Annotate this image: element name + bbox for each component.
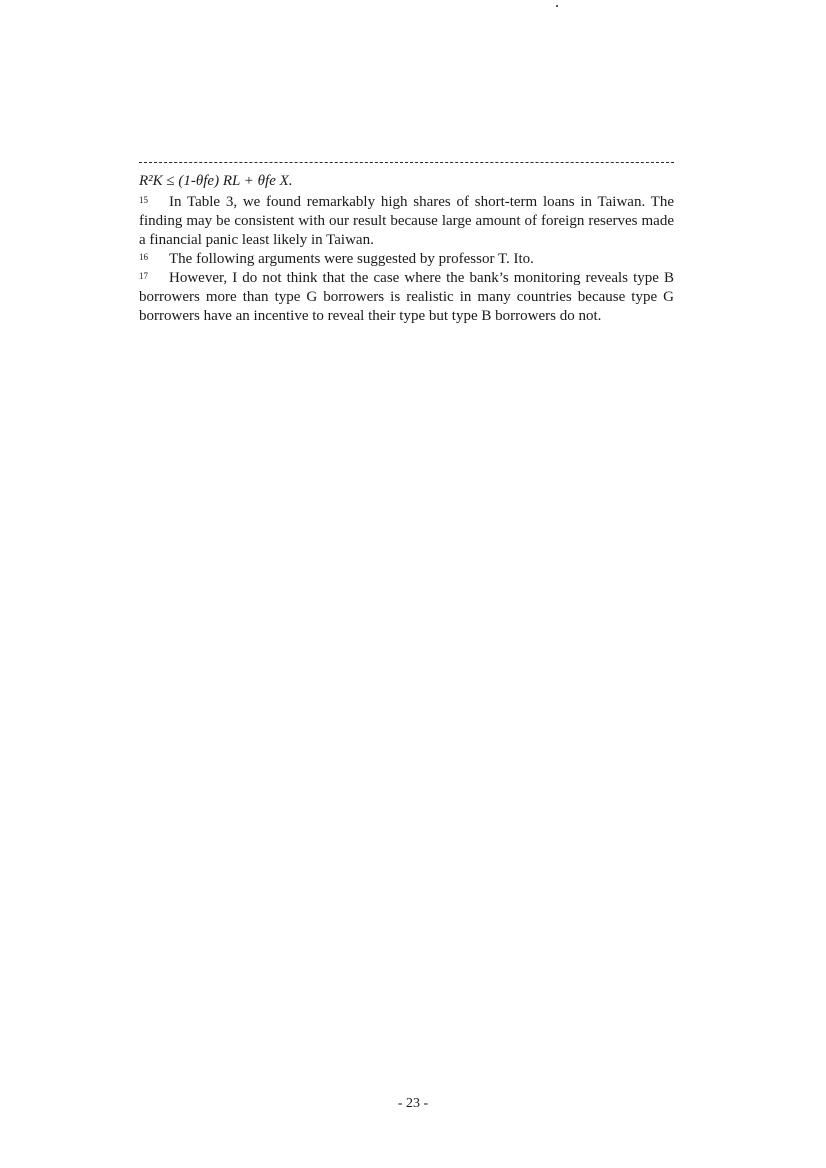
page-number: - 23 - [397,1096,429,1111]
footnote-number: 16 [139,252,148,262]
footnote-text: The following arguments were suggested by professor T. Ito. [169,251,534,267]
footnote-formula: R²K ≤ (1-θfe) RL + θfe X. [139,173,293,189]
footnote-text: In Table 3, we found remarkably high shares of short-term loans in Taiwan. The finding may be consistent with our result because large amount of foreign reserves made a financial panic least likely in Taiwan. [139,194,674,248]
footnote-text: However, I do not think that the case where the bank’s monitoring reveals type B borrowers more than type G borrowers is realistic in many countries because type G borrowers have an incentive to reveal their type but type B borrowers do not. [139,270,674,324]
footnote-15 [139,193,674,250]
footnote-number: 17 [139,271,148,281]
footnote-separator-rule [139,162,674,163]
footnotes-section [139,172,674,326]
footnote-number: 15 [139,195,148,205]
footnote-16 [139,250,674,269]
scan-speck [556,5,558,7]
footnote-17 [139,269,674,326]
